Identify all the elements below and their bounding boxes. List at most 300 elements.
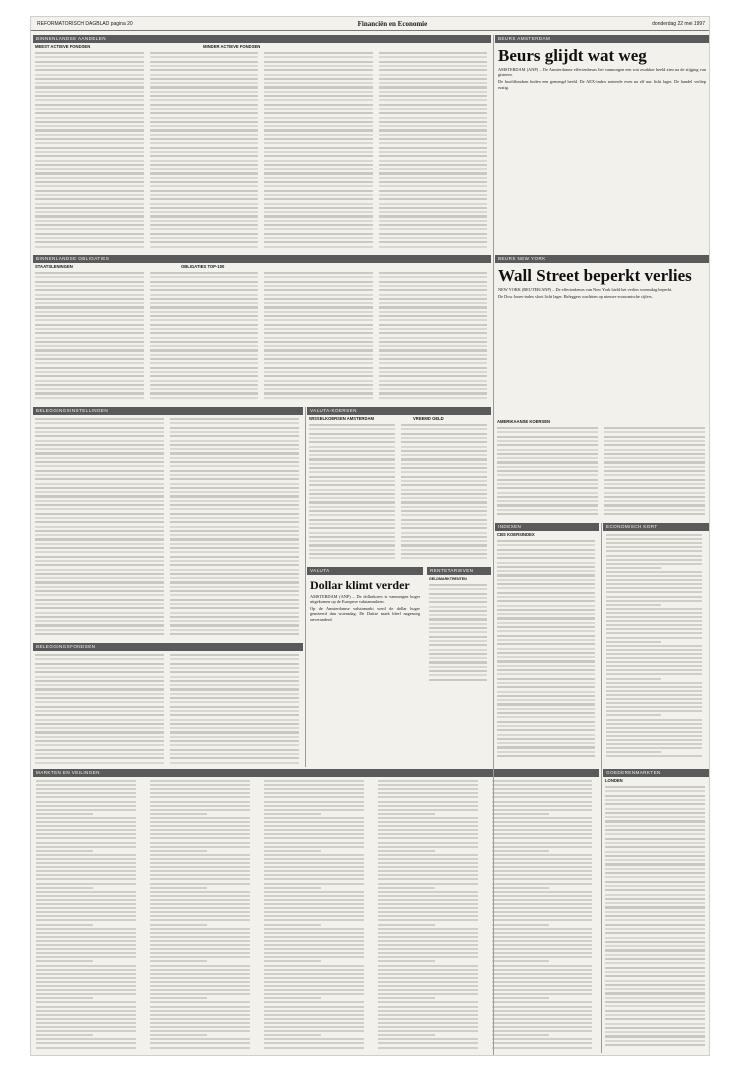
text-line <box>606 739 702 741</box>
text-line <box>264 977 364 979</box>
text-line <box>36 792 136 794</box>
table-row <box>264 228 373 230</box>
table-row <box>264 328 373 330</box>
text-line <box>264 837 364 839</box>
text-line <box>36 993 136 995</box>
text-line <box>150 911 250 913</box>
table-row <box>605 825 705 827</box>
table-row <box>264 134 373 136</box>
text-line <box>378 969 478 971</box>
table-row <box>150 345 259 347</box>
vreemd-geld-heading: VREEMD GELD <box>413 416 444 421</box>
text-line <box>492 997 549 999</box>
table-row <box>379 172 488 174</box>
text-line <box>150 1018 250 1020</box>
table-row <box>497 755 595 757</box>
text-line <box>492 1010 592 1012</box>
text-line <box>492 1034 549 1036</box>
table-row <box>605 799 705 801</box>
text-line <box>264 854 364 856</box>
text-line <box>264 1047 364 1049</box>
headline-amsterdam: Beurs glijdt wat weg <box>498 46 647 65</box>
text-line <box>150 899 250 901</box>
table-row <box>35 667 164 669</box>
table-row <box>264 241 373 243</box>
table-row <box>379 367 488 369</box>
table-row <box>605 872 705 874</box>
table-row <box>379 78 488 80</box>
table-row <box>150 276 259 278</box>
table-row <box>605 868 705 870</box>
table-row <box>170 740 299 742</box>
table-row <box>379 82 488 84</box>
headline-newyork: Wall Street beperkt verlies <box>498 266 692 285</box>
text-line <box>606 702 702 704</box>
text-line <box>378 993 478 995</box>
table-row <box>379 99 488 101</box>
table-row <box>497 513 598 515</box>
text-line <box>264 928 364 930</box>
table-row <box>35 719 164 721</box>
text-line <box>36 940 136 942</box>
table-row <box>35 86 144 88</box>
table-row <box>401 493 487 495</box>
table-row <box>35 431 164 433</box>
table-row <box>35 289 144 291</box>
table-row <box>604 504 705 506</box>
text-line <box>606 678 661 680</box>
table-row <box>170 654 299 656</box>
table-row <box>170 590 299 592</box>
text-line <box>378 813 435 815</box>
table-row <box>497 449 598 451</box>
table-row <box>170 422 299 424</box>
text-line <box>36 829 136 831</box>
table-row <box>264 392 373 394</box>
text-line <box>606 747 702 749</box>
text-line <box>264 960 321 962</box>
table-row <box>379 177 488 179</box>
text-line <box>606 735 702 737</box>
table-row <box>150 129 259 131</box>
table-row <box>604 500 705 502</box>
table-row <box>379 52 488 54</box>
table-row <box>497 487 598 489</box>
text-line <box>492 866 592 868</box>
table-row <box>35 688 164 690</box>
table-row <box>35 354 144 356</box>
text-line <box>264 924 321 926</box>
table-row <box>35 121 144 123</box>
text-line <box>264 1022 364 1024</box>
table-row <box>379 203 488 205</box>
text-line <box>606 559 702 561</box>
table-row <box>497 695 595 697</box>
table-row <box>401 450 487 452</box>
table-row <box>379 289 488 291</box>
table-row <box>264 224 373 226</box>
table-row <box>604 509 705 511</box>
table-row <box>401 480 487 482</box>
text-line <box>378 825 478 827</box>
table-row <box>150 237 259 239</box>
table-row <box>309 519 395 521</box>
table-row <box>264 129 373 131</box>
table-row <box>35 607 164 609</box>
table-row <box>35 211 144 213</box>
table-row <box>401 437 487 439</box>
text-line <box>36 874 136 876</box>
table-row <box>35 517 164 519</box>
table-row <box>379 168 488 170</box>
text-line <box>492 919 592 921</box>
table-row <box>309 480 395 482</box>
text-line <box>36 858 136 860</box>
text-line <box>264 891 364 893</box>
text-line <box>378 1038 478 1040</box>
table-row <box>170 663 299 665</box>
text-line <box>606 575 702 577</box>
table-row <box>35 138 144 140</box>
text-line <box>150 1034 207 1036</box>
table-row <box>35 487 164 489</box>
table-row <box>379 194 488 196</box>
text-line <box>492 842 592 844</box>
text-line <box>150 854 250 856</box>
text-line <box>150 792 250 794</box>
table-row <box>379 138 488 140</box>
table-row <box>264 380 373 382</box>
text-line <box>150 1001 250 1003</box>
text-line <box>36 944 136 946</box>
table-row <box>264 99 373 101</box>
table-row <box>309 557 395 559</box>
text-line <box>492 1022 592 1024</box>
table-row <box>497 605 595 607</box>
table-row <box>35 697 164 699</box>
table-row <box>605 833 705 835</box>
text-line <box>606 571 702 573</box>
text-line <box>492 899 592 901</box>
table-row <box>604 492 705 494</box>
table-row <box>429 653 487 655</box>
table-row <box>264 294 373 296</box>
text-line <box>150 932 250 934</box>
text-line <box>264 1001 364 1003</box>
table-row <box>35 181 144 183</box>
text-line <box>378 895 478 897</box>
table-row <box>35 281 144 283</box>
table-row <box>35 332 144 334</box>
text-line <box>378 1026 478 1028</box>
table-row <box>170 452 299 454</box>
table-row <box>264 306 373 308</box>
table-row <box>605 1031 705 1033</box>
text-line <box>36 907 136 909</box>
table-row <box>170 581 299 583</box>
table-row <box>264 220 373 222</box>
table-row <box>264 56 373 58</box>
section-beurs-amsterdam: BEURS AMSTERDAM <box>495 35 709 43</box>
table-row <box>429 674 487 676</box>
section-rentetarieven: RENTETARIEVEN <box>427 567 491 575</box>
table-row <box>35 228 144 230</box>
table-row <box>379 337 488 339</box>
text-line <box>264 850 321 852</box>
table-row <box>605 820 705 822</box>
table-row <box>35 749 164 751</box>
table-row <box>604 449 705 451</box>
table-row <box>150 354 259 356</box>
text-line <box>492 805 592 807</box>
article-text: Op de Amsterdamse valutamarkt werd de dollar hoger genoteerd dan woensdag. De Duitse mark bleef nagenoeg onveranderd. <box>310 605 420 622</box>
text-line <box>264 887 321 889</box>
table-row <box>605 932 705 934</box>
table-row <box>35 543 164 545</box>
text-line <box>264 825 364 827</box>
table-row <box>429 670 487 672</box>
text-line <box>150 846 250 848</box>
text-line <box>36 883 136 885</box>
text-line <box>606 591 702 593</box>
table-row <box>497 553 595 555</box>
table-row <box>309 450 395 452</box>
table-row <box>379 306 488 308</box>
text-line <box>606 583 702 585</box>
table-row <box>35 624 164 626</box>
text-line <box>606 542 702 544</box>
aandelen-table <box>33 51 491 251</box>
article-body-amsterdam <box>495 67 709 90</box>
table-row <box>150 272 259 274</box>
table-row <box>605 980 705 982</box>
text-line <box>36 952 136 954</box>
table-row <box>429 610 487 612</box>
text-line <box>264 1042 364 1044</box>
text-line <box>492 792 592 794</box>
text-line <box>492 870 592 872</box>
table-row <box>497 457 598 459</box>
table-row <box>497 444 598 446</box>
text-line <box>36 956 136 958</box>
article-intro: AMSTERDAM (ANP) – De Amsterdamse effectenbeurs liet vanmorgen een wat zwakker beeld zien na de stijging van gisteren. <box>498 66 706 78</box>
text-line <box>264 965 364 967</box>
table-row <box>605 911 705 913</box>
table-row <box>35 108 144 110</box>
table-row <box>170 491 299 493</box>
table-row <box>605 790 705 792</box>
table-row <box>309 532 395 534</box>
text-line <box>492 1006 592 1008</box>
table-row <box>309 506 395 508</box>
table-row <box>379 108 488 110</box>
headline-valuta: Dollar klimt verder <box>310 578 410 592</box>
table-row <box>35 306 144 308</box>
table-row <box>605 816 705 818</box>
masthead-left: REFORMATORISCH DAGBLAD pagina 20 <box>37 20 133 27</box>
text-line <box>378 928 478 930</box>
text-line <box>150 944 250 946</box>
text-line <box>606 706 702 708</box>
table-row <box>150 380 259 382</box>
masthead-date: donderdag 22 mei 1997 <box>652 20 705 27</box>
text-line <box>36 1042 136 1044</box>
table-row <box>379 185 488 187</box>
table-row <box>401 544 487 546</box>
text-line <box>264 833 364 835</box>
text-line <box>36 1047 136 1049</box>
table-row <box>497 557 595 559</box>
table-row <box>497 436 598 438</box>
text-line <box>492 887 549 889</box>
table-row <box>35 198 144 200</box>
table-row <box>605 937 705 939</box>
table-row <box>309 497 395 499</box>
table-row <box>379 112 488 114</box>
table-row <box>497 609 595 611</box>
text-line <box>378 952 478 954</box>
text-line <box>378 846 478 848</box>
rente-table <box>427 583 491 683</box>
text-line <box>492 956 592 958</box>
table-row <box>35 56 144 58</box>
table-row <box>309 424 395 426</box>
table-row <box>497 669 595 671</box>
table-row <box>429 601 487 603</box>
table-row <box>497 746 595 748</box>
table-row <box>604 513 705 515</box>
text-line <box>378 801 478 803</box>
text-line <box>264 1006 364 1008</box>
table-row <box>35 452 164 454</box>
table-row <box>170 757 299 759</box>
table-row <box>497 686 595 688</box>
text-line <box>492 817 592 819</box>
table-row <box>35 534 164 536</box>
table-row <box>497 592 595 594</box>
table-row <box>309 523 395 525</box>
table-row <box>497 613 595 615</box>
table-row <box>605 786 705 788</box>
minder-actieve-heading: MINDER ACTIEVE FONDSEN <box>203 44 261 49</box>
table-row <box>150 281 259 283</box>
table-row <box>497 643 595 645</box>
text-line <box>36 989 136 991</box>
table-row <box>264 276 373 278</box>
text-line <box>378 1014 478 1016</box>
text-line <box>606 612 702 614</box>
text-line <box>606 673 702 675</box>
text-line <box>492 1047 592 1049</box>
text-line <box>606 682 702 684</box>
table-row <box>35 190 144 192</box>
table-row <box>170 500 299 502</box>
table-row <box>605 906 705 908</box>
text-line <box>36 932 136 934</box>
text-line <box>606 645 702 647</box>
table-row <box>429 649 487 651</box>
table-row <box>35 129 144 131</box>
text-line <box>150 960 207 962</box>
text-line <box>378 911 478 913</box>
text-line <box>150 813 207 815</box>
table-row <box>170 633 299 635</box>
table-row <box>605 928 705 930</box>
text-line <box>264 883 364 885</box>
text-line <box>378 960 435 962</box>
table-row <box>35 599 164 601</box>
table-row <box>264 125 373 127</box>
table-row <box>35 65 144 67</box>
text-line <box>150 878 250 880</box>
table-row <box>35 680 164 682</box>
table-row <box>379 147 488 149</box>
table-row <box>497 504 598 506</box>
text-line <box>264 780 364 782</box>
text-line <box>378 973 478 975</box>
table-row <box>150 388 259 390</box>
text-line <box>150 895 250 897</box>
table-row <box>264 168 373 170</box>
table-row <box>35 151 144 153</box>
table-row <box>35 392 144 394</box>
table-row <box>35 491 164 493</box>
table-row <box>497 656 595 658</box>
table-row <box>35 483 164 485</box>
text-line <box>606 534 702 536</box>
table-row <box>309 510 395 512</box>
text-line <box>36 850 93 852</box>
table-row <box>605 885 705 887</box>
table-row <box>379 104 488 106</box>
article-body-valuta <box>307 594 423 623</box>
text-line <box>150 825 250 827</box>
table-row <box>35 172 144 174</box>
table-row <box>497 617 595 619</box>
table-row <box>264 349 373 351</box>
table-row <box>605 1005 705 1007</box>
table-row <box>605 984 705 986</box>
table-row <box>35 134 144 136</box>
text-line <box>492 903 592 905</box>
table-row <box>150 367 259 369</box>
table-row <box>170 418 299 420</box>
article-intro: NEW YORK (REUTER/ANP) – De effectenbeurs van New York hield het verlies woensdag beperkt. <box>498 286 673 292</box>
text-line <box>264 801 364 803</box>
table-row <box>150 194 259 196</box>
text-line <box>264 915 364 917</box>
text-line <box>36 960 93 962</box>
table-row <box>309 441 395 443</box>
text-line <box>150 969 250 971</box>
table-row <box>35 302 144 304</box>
table-row <box>264 142 373 144</box>
table-row <box>150 65 259 67</box>
table-row <box>264 362 373 364</box>
table-row <box>264 289 373 291</box>
table-row <box>497 729 595 731</box>
table-row <box>35 727 164 729</box>
table-row <box>170 504 299 506</box>
text-line <box>36 842 136 844</box>
text-line <box>264 973 364 975</box>
table-row <box>150 337 259 339</box>
text-line <box>606 546 702 548</box>
table-row <box>35 701 164 703</box>
text-line <box>606 743 702 745</box>
text-line <box>492 784 592 786</box>
text-line <box>36 973 136 975</box>
